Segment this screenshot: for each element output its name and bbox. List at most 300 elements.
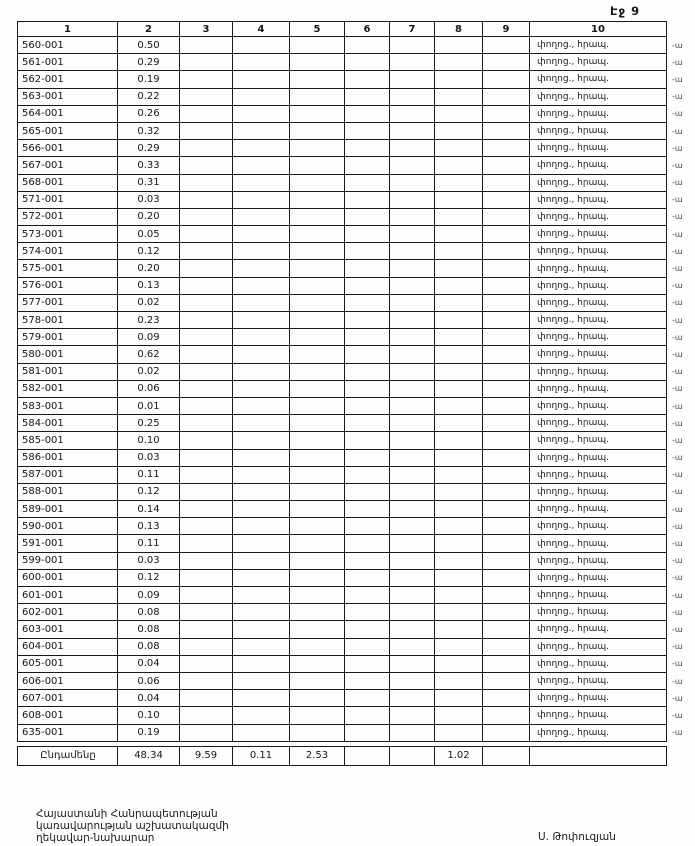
margin-mark: -ա <box>672 315 683 325</box>
empty-cell <box>345 604 390 621</box>
empty-cell <box>390 415 435 432</box>
empty-cell <box>290 105 345 122</box>
row-id: 563-001 <box>18 88 118 105</box>
row-id: 562-001 <box>18 71 118 88</box>
empty-cell <box>390 191 435 208</box>
row-value: 0.12 <box>118 483 180 500</box>
margin-mark: -ա <box>672 384 683 394</box>
empty-cell <box>290 604 345 621</box>
empty-cell <box>390 449 435 466</box>
empty-cell <box>390 672 435 689</box>
empty-cell <box>435 294 483 311</box>
empty-cell <box>345 449 390 466</box>
empty-cell <box>290 157 345 174</box>
empty-cell <box>290 449 345 466</box>
row-id: 576-001 <box>18 277 118 294</box>
empty-cell <box>233 569 290 586</box>
empty-cell <box>345 174 390 191</box>
empty-cell <box>483 483 530 500</box>
empty-cell <box>345 746 390 765</box>
empty-cell <box>233 157 290 174</box>
row-value: 0.11 <box>118 466 180 483</box>
row-usage: փողոց., հրապ. <box>530 638 667 655</box>
table-row <box>18 449 693 466</box>
empty-cell <box>233 312 290 329</box>
row-id: 566-001 <box>18 140 118 157</box>
issuer-line-1: Հայաստանի Հանրապետության <box>36 808 218 820</box>
empty-cell <box>435 88 483 105</box>
empty-cell <box>233 140 290 157</box>
empty-cell <box>483 226 530 243</box>
empty-cell <box>483 88 530 105</box>
empty-cell <box>290 329 345 346</box>
empty-cell <box>180 312 233 329</box>
row-id: 565-001 <box>18 122 118 139</box>
margin-mark: -ա <box>672 659 683 669</box>
margin-mark: -ա <box>672 470 683 480</box>
total-label: Ընդամենը <box>18 746 118 765</box>
margin-mark: -ա <box>672 573 683 583</box>
row-value: 0.50 <box>118 37 180 54</box>
margin-mark: -ա <box>672 109 683 119</box>
empty-cell <box>390 346 435 363</box>
empty-cell <box>233 501 290 518</box>
empty-cell <box>483 672 530 689</box>
empty-cell <box>483 122 530 139</box>
empty-cell <box>390 432 435 449</box>
empty-cell <box>290 37 345 54</box>
table-row <box>18 655 693 672</box>
row-usage: փողոց., հրապ. <box>530 294 667 311</box>
empty-cell <box>435 140 483 157</box>
row-usage: փողոց., հրապ. <box>530 37 667 54</box>
empty-cell <box>483 638 530 655</box>
row-id: 607-001 <box>18 690 118 707</box>
margin-mark: -ա <box>672 624 683 634</box>
empty-cell <box>435 71 483 88</box>
empty-cell <box>390 37 435 54</box>
empty-cell <box>180 260 233 277</box>
empty-cell <box>435 174 483 191</box>
empty-cell <box>390 312 435 329</box>
empty-cell <box>233 88 290 105</box>
empty-cell <box>180 449 233 466</box>
row-id: 582-001 <box>18 380 118 397</box>
empty-cell <box>390 707 435 724</box>
empty-cell <box>483 157 530 174</box>
row-id: 589-001 <box>18 501 118 518</box>
row-value: 0.11 <box>118 535 180 552</box>
empty-cell <box>435 415 483 432</box>
total-table <box>17 746 693 766</box>
empty-cell <box>483 243 530 260</box>
row-value: 0.03 <box>118 449 180 466</box>
issuer-line-2: կառավարության աշխատակազմի <box>36 820 229 832</box>
empty-cell <box>435 707 483 724</box>
row-id: 580-001 <box>18 346 118 363</box>
row-value: 0.05 <box>118 226 180 243</box>
empty-cell <box>483 397 530 414</box>
row-usage: փողոց., հրապ. <box>530 260 667 277</box>
empty-cell <box>345 140 390 157</box>
row-value: 0.25 <box>118 415 180 432</box>
row-id: 567-001 <box>18 157 118 174</box>
row-id: 591-001 <box>18 535 118 552</box>
row-value: 0.62 <box>118 346 180 363</box>
empty-cell <box>233 432 290 449</box>
empty-cell <box>233 226 290 243</box>
row-usage: փողոց., հրապ. <box>530 466 667 483</box>
row-value: 0.26 <box>118 105 180 122</box>
empty-cell <box>390 569 435 586</box>
empty-cell <box>435 724 483 741</box>
row-value: 0.06 <box>118 672 180 689</box>
empty-cell <box>483 655 530 672</box>
empty-cell <box>483 587 530 604</box>
empty-cell <box>483 518 530 535</box>
empty-cell <box>483 449 530 466</box>
table-row <box>18 260 693 277</box>
row-usage: փողոց., հրապ. <box>530 140 667 157</box>
empty-cell <box>483 208 530 225</box>
empty-cell <box>180 277 233 294</box>
empty-cell <box>483 690 530 707</box>
empty-cell <box>435 690 483 707</box>
row-id: 573-001 <box>18 226 118 243</box>
table-row <box>18 690 693 707</box>
row-id: 599-001 <box>18 552 118 569</box>
empty-cell <box>345 587 390 604</box>
row-value: 0.14 <box>118 501 180 518</box>
empty-cell <box>345 569 390 586</box>
table-row <box>18 501 693 518</box>
empty-cell <box>180 397 233 414</box>
row-value: 0.23 <box>118 312 180 329</box>
empty-cell <box>345 71 390 88</box>
empty-cell <box>345 277 390 294</box>
empty-cell <box>180 518 233 535</box>
margin-mark: -ա <box>672 195 683 205</box>
empty-cell <box>233 587 290 604</box>
empty-cell <box>233 363 290 380</box>
total-value: 9.59 <box>180 746 233 765</box>
row-usage: փողոց., հրապ. <box>530 483 667 500</box>
empty-cell <box>435 569 483 586</box>
empty-cell <box>233 621 290 638</box>
empty-cell <box>180 105 233 122</box>
column-header-8: 8 <box>435 22 483 37</box>
empty-cell <box>290 432 345 449</box>
margin-mark: -ա <box>672 126 683 136</box>
row-usage: փողոց., հրապ. <box>530 604 667 621</box>
empty-cell <box>290 621 345 638</box>
empty-cell <box>233 54 290 71</box>
empty-cell <box>435 312 483 329</box>
column-header-9: 9 <box>483 22 530 37</box>
total-value: 48.34 <box>118 746 180 765</box>
empty-cell <box>180 380 233 397</box>
empty-cell <box>345 122 390 139</box>
margin-mark: -ա <box>672 40 683 50</box>
empty-cell <box>435 157 483 174</box>
column-header-2: 2 <box>118 22 180 37</box>
row-id: 577-001 <box>18 294 118 311</box>
table-row <box>18 312 693 329</box>
row-value: 0.13 <box>118 518 180 535</box>
empty-cell <box>233 552 290 569</box>
empty-cell <box>290 655 345 672</box>
column-header-1: 1 <box>18 22 118 37</box>
empty-cell <box>290 346 345 363</box>
row-value: 0.02 <box>118 294 180 311</box>
row-id: 601-001 <box>18 587 118 604</box>
empty-cell <box>483 71 530 88</box>
empty-cell <box>180 415 233 432</box>
row-usage: փողոց., հրապ. <box>530 312 667 329</box>
table-row <box>18 466 693 483</box>
row-id: 608-001 <box>18 707 118 724</box>
empty-cell <box>345 37 390 54</box>
empty-cell <box>180 432 233 449</box>
table-row <box>18 71 693 88</box>
empty-cell <box>345 432 390 449</box>
empty-cell <box>390 105 435 122</box>
empty-cell <box>390 621 435 638</box>
empty-cell <box>233 707 290 724</box>
table-row <box>18 724 693 741</box>
empty-cell <box>345 88 390 105</box>
empty-cell <box>233 518 290 535</box>
row-usage: փողոց., հրապ. <box>530 501 667 518</box>
empty-cell <box>290 312 345 329</box>
row-value: 0.10 <box>118 432 180 449</box>
empty-cell <box>390 397 435 414</box>
empty-cell <box>290 88 345 105</box>
empty-cell <box>390 226 435 243</box>
row-usage: փողոց., հրապ. <box>530 122 667 139</box>
empty-cell <box>435 329 483 346</box>
empty-cell <box>483 621 530 638</box>
column-header-5: 5 <box>290 22 345 37</box>
empty-cell <box>290 535 345 552</box>
empty-cell <box>345 397 390 414</box>
issuer-block <box>36 808 229 844</box>
row-value: 0.02 <box>118 363 180 380</box>
row-value: 0.08 <box>118 604 180 621</box>
empty-cell <box>233 535 290 552</box>
empty-cell <box>290 672 345 689</box>
row-usage: փողոց., հրապ. <box>530 587 667 604</box>
row-id: 581-001 <box>18 363 118 380</box>
empty-cell <box>290 638 345 655</box>
row-id: 586-001 <box>18 449 118 466</box>
empty-cell <box>290 71 345 88</box>
empty-cell <box>180 346 233 363</box>
empty-cell <box>290 208 345 225</box>
page-number: Էջ 9 <box>610 4 641 18</box>
empty-cell <box>233 243 290 260</box>
table-row <box>18 380 693 397</box>
empty-cell <box>290 277 345 294</box>
empty-cell <box>390 746 435 765</box>
margin-mark: -ա <box>672 178 683 188</box>
empty-cell <box>435 37 483 54</box>
row-value: 0.04 <box>118 690 180 707</box>
column-header-4: 4 <box>233 22 290 37</box>
row-value: 0.03 <box>118 191 180 208</box>
row-usage: փողոց., հրապ. <box>530 380 667 397</box>
empty-cell <box>290 380 345 397</box>
margin-mark: -ա <box>672 590 683 600</box>
empty-cell <box>390 122 435 139</box>
empty-cell <box>345 655 390 672</box>
empty-cell <box>483 140 530 157</box>
empty-cell <box>435 638 483 655</box>
empty-cell <box>345 518 390 535</box>
row-value: 0.04 <box>118 655 180 672</box>
row-value: 0.20 <box>118 208 180 225</box>
empty-cell <box>290 174 345 191</box>
row-id: 578-001 <box>18 312 118 329</box>
margin-mark: -ա <box>672 710 683 720</box>
table-row <box>18 621 693 638</box>
row-usage: փողոց., հրապ. <box>530 277 667 294</box>
row-id: 600-001 <box>18 569 118 586</box>
row-usage: փողոց., հրապ. <box>530 415 667 432</box>
table-row <box>18 243 693 260</box>
empty-cell <box>483 552 530 569</box>
row-id: 574-001 <box>18 243 118 260</box>
land-parcel-table <box>17 21 693 742</box>
row-value: 0.08 <box>118 638 180 655</box>
empty-cell <box>290 260 345 277</box>
row-value: 0.29 <box>118 140 180 157</box>
empty-cell <box>180 483 233 500</box>
empty-cell <box>180 71 233 88</box>
table-row <box>18 432 693 449</box>
empty-cell <box>435 655 483 672</box>
empty-cell <box>233 105 290 122</box>
empty-cell <box>390 363 435 380</box>
margin-mark: -ա <box>672 521 683 531</box>
margin-mark: -ա <box>672 229 683 239</box>
row-value: 0.19 <box>118 724 180 741</box>
empty-cell <box>483 329 530 346</box>
margin-mark: -ա <box>672 401 683 411</box>
empty-cell <box>345 346 390 363</box>
row-id: 635-001 <box>18 724 118 741</box>
empty-cell <box>233 638 290 655</box>
empty-cell <box>290 707 345 724</box>
row-usage: փողոց., հրապ. <box>530 432 667 449</box>
empty-cell <box>483 380 530 397</box>
row-value: 0.09 <box>118 587 180 604</box>
row-usage: փողոց., հրապ. <box>530 226 667 243</box>
row-usage: փողոց., հրապ. <box>530 88 667 105</box>
row-usage: փողոց., հրապ. <box>530 105 667 122</box>
empty-cell <box>390 243 435 260</box>
empty-cell <box>435 105 483 122</box>
empty-cell <box>345 312 390 329</box>
empty-cell <box>180 122 233 139</box>
empty-cell <box>233 37 290 54</box>
total-value: 0.11 <box>233 746 290 765</box>
row-usage: փողոց., հրապ. <box>530 707 667 724</box>
signature-name: Ս. Թոփուզյան <box>538 831 616 843</box>
table-row <box>18 37 693 54</box>
empty-cell <box>435 449 483 466</box>
empty-cell <box>290 518 345 535</box>
empty-cell <box>180 707 233 724</box>
empty-cell <box>180 54 233 71</box>
empty-cell <box>345 105 390 122</box>
table-row <box>18 122 693 139</box>
empty-cell <box>290 122 345 139</box>
empty-cell <box>233 329 290 346</box>
empty-cell <box>180 208 233 225</box>
empty-cell <box>345 552 390 569</box>
empty-cell <box>483 604 530 621</box>
margin-mark: -ա <box>672 281 683 291</box>
empty-cell <box>180 690 233 707</box>
empty-cell <box>390 71 435 88</box>
empty-cell <box>290 466 345 483</box>
empty-cell <box>345 191 390 208</box>
empty-cell <box>435 501 483 518</box>
empty-cell <box>290 54 345 71</box>
table-row <box>18 140 693 157</box>
empty-cell <box>290 587 345 604</box>
empty-cell <box>290 501 345 518</box>
table-row <box>18 587 693 604</box>
empty-cell <box>435 604 483 621</box>
empty-cell <box>345 54 390 71</box>
empty-cell <box>290 226 345 243</box>
row-usage: փողոց., հրապ. <box>530 363 667 380</box>
row-value: 0.06 <box>118 380 180 397</box>
empty-cell <box>390 157 435 174</box>
empty-cell <box>180 535 233 552</box>
empty-cell <box>180 466 233 483</box>
empty-cell <box>180 569 233 586</box>
empty-cell <box>180 363 233 380</box>
empty-cell <box>180 226 233 243</box>
row-value: 0.33 <box>118 157 180 174</box>
empty-cell <box>233 122 290 139</box>
table-header-row <box>18 22 693 37</box>
row-value: 0.10 <box>118 707 180 724</box>
row-usage: փողոց., հրապ. <box>530 518 667 535</box>
empty-cell <box>390 483 435 500</box>
empty-cell <box>233 415 290 432</box>
margin-mark: -ա <box>672 143 683 153</box>
empty-cell <box>530 746 667 765</box>
row-usage: փողոց., հրապ. <box>530 243 667 260</box>
empty-cell <box>483 363 530 380</box>
empty-cell <box>435 552 483 569</box>
empty-cell <box>345 157 390 174</box>
column-header-6: 6 <box>345 22 390 37</box>
empty-cell <box>483 724 530 741</box>
row-usage: փողոց., հրապ. <box>530 569 667 586</box>
row-id: 579-001 <box>18 329 118 346</box>
table-row <box>18 638 693 655</box>
empty-cell <box>390 294 435 311</box>
margin-mark: -ա <box>672 212 683 222</box>
empty-cell <box>435 380 483 397</box>
empty-cell <box>180 724 233 741</box>
empty-cell <box>290 483 345 500</box>
